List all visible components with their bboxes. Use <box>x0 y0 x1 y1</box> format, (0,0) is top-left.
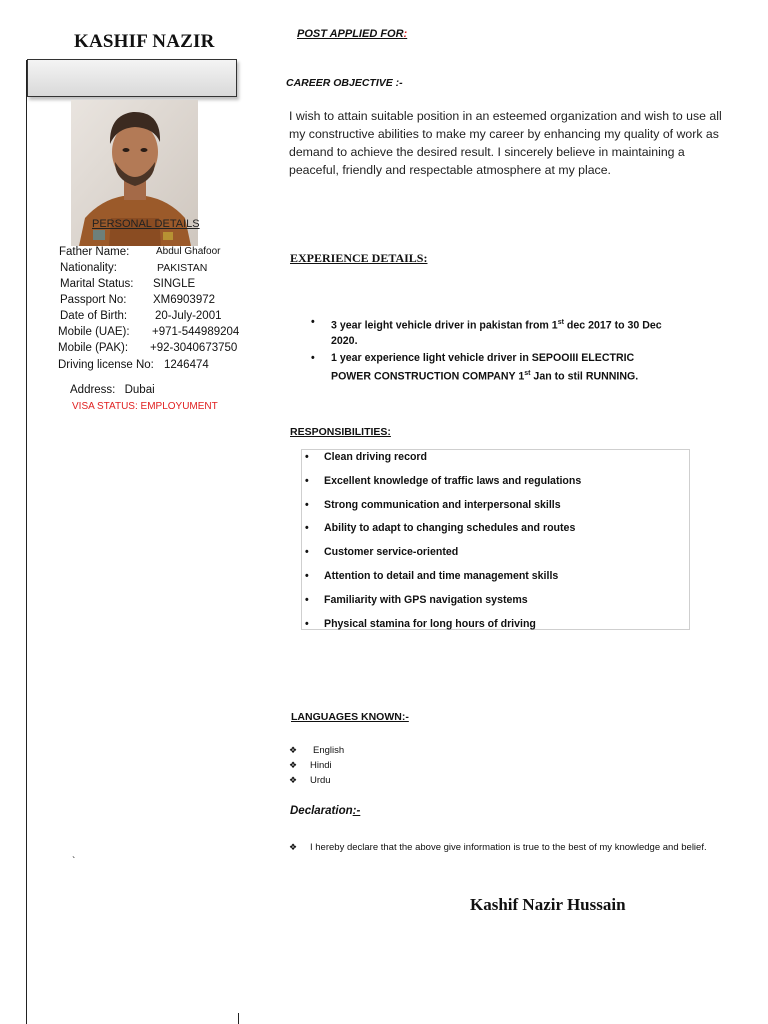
pd-value: +971-544989204 <box>152 326 240 338</box>
experience-heading: EXPERIENCE DETAILS: <box>290 251 428 265</box>
pd-value: Abdul Ghafoor <box>156 246 221 257</box>
career-objective-text: I wish to attain suitable position in an esteemed organization and wish to use all my constructive abilities to make my career by enhancing my quality of work as demand to achieve the desired result. I sincerely believe in maintaining a peaceful, friendly and respectable atmosphere at my place. <box>289 109 722 177</box>
experience-item: • 3 year leight vehicle driver in pakistan from 1st dec 2017 to 30 Dec 2020. <box>311 316 662 348</box>
bullet-icon: • <box>311 316 315 328</box>
responsibility-item: • Customer service-oriented <box>305 546 459 559</box>
bullet-icon: • <box>305 546 309 559</box>
languages-list <box>289 743 344 788</box>
address-value: Dubai <box>124 384 155 396</box>
responsibility-item: • Excellent knowledge of traffic laws and regulations <box>305 474 582 487</box>
responsibility-item: • Attention to detail and time management skills <box>305 569 559 582</box>
bullet-icon: • <box>305 569 309 582</box>
diamond-bullet-icon: ❖ <box>289 842 298 852</box>
responsibilities-list <box>302 450 690 640</box>
pd-row-driving-license <box>58 359 209 371</box>
address-label: Address: <box>70 384 116 396</box>
personal-details-label: PERSONAL DETAILS <box>92 218 200 230</box>
pd-row-date-of-birth <box>60 310 222 322</box>
pd-value: XM6903972 <box>153 294 216 306</box>
experience-item: • 1 year experience light vehicle driver in SEPOOIII ELECTRIC POWER CONSTRUCTION COMPANY 1st Jan to stil RUNNING. <box>311 351 639 383</box>
responsibility-item: • Physical stamina for long hours of driving <box>305 617 536 630</box>
pd-value: 20-July-2001 <box>155 310 222 322</box>
bottom-tick-line <box>238 1013 239 1024</box>
career-objective-heading: CAREER OBJECTIVE :- <box>286 77 403 89</box>
pd-row-passport-no <box>60 294 216 306</box>
post-applied-heading <box>297 28 407 40</box>
responsibilities-heading: RESPONSIBILITIES: <box>290 426 391 438</box>
pd-label: Mobile (UAE): <box>58 326 130 338</box>
post-applied-colon: : <box>403 28 408 40</box>
pd-label: Date of Birth: <box>60 310 128 322</box>
pd-value: +92-3040673750 <box>150 342 238 354</box>
bullet-icon: • <box>305 498 309 511</box>
language-item: ❖ English <box>289 745 345 756</box>
name-banner-bar <box>27 59 237 97</box>
candidate-name: KASHIF NAZIR <box>74 31 215 52</box>
declaration-text: ❖ I hereby declare that the above give information is true to the best of my knowledge and belief. <box>289 839 729 856</box>
language-item: ❖ Hindi <box>289 760 332 771</box>
pd-label: Mobile (PAK): <box>58 342 129 354</box>
pd-value: SINGLE <box>153 278 196 290</box>
pd-label: Marital Status: <box>60 278 134 290</box>
bullet-icon: • <box>305 451 309 463</box>
diamond-bullet-icon: ❖ <box>289 760 298 770</box>
address-line <box>70 384 155 396</box>
bullet-icon: • <box>305 593 309 606</box>
pd-row-nationality <box>60 262 208 274</box>
visa-status: VISA STATUS: EMPLOYUMENT <box>72 401 218 412</box>
pd-row-mobile-uae <box>58 326 240 338</box>
responsibility-item: • Clean driving record <box>305 451 428 463</box>
diamond-bullet-icon: ❖ <box>289 775 298 785</box>
signature-name: Kashif Nazir Hussain <box>470 895 626 914</box>
languages-heading: LANGUAGES KNOWN:- <box>291 711 409 723</box>
experience-list <box>310 315 670 386</box>
left-page-border <box>26 60 27 1024</box>
pd-row-marital-status <box>60 278 196 290</box>
responsibility-item: • Familiarity with GPS navigation systems <box>305 593 528 606</box>
diamond-bullet-icon: ❖ <box>289 745 298 755</box>
responsibility-item: • Ability to adapt to changing schedules and routes <box>305 522 576 535</box>
pd-label: Father Name: <box>59 246 130 258</box>
pd-label: Passport No: <box>60 294 127 306</box>
pd-row-father-name <box>59 246 221 258</box>
pd-label: Nationality: <box>60 262 117 274</box>
bullet-icon: • <box>305 474 309 487</box>
pd-value: 1246474 <box>164 359 209 371</box>
bullet-icon: • <box>311 351 315 364</box>
pd-label: Driving license No: <box>58 359 154 371</box>
stray-mark: ` <box>72 856 76 867</box>
pd-row-mobile-pak <box>58 342 238 354</box>
post-applied-label: POST APPLIED FOR <box>297 28 404 40</box>
pd-value: PAKISTAN <box>157 262 208 274</box>
declaration-heading: Declaration:- <box>290 805 361 817</box>
bullet-icon: • <box>305 617 309 630</box>
language-item: ❖ Urdu <box>289 775 331 786</box>
responsibility-item: • Strong communication and interpersonal skills <box>305 498 561 511</box>
bullet-icon: • <box>305 522 309 535</box>
